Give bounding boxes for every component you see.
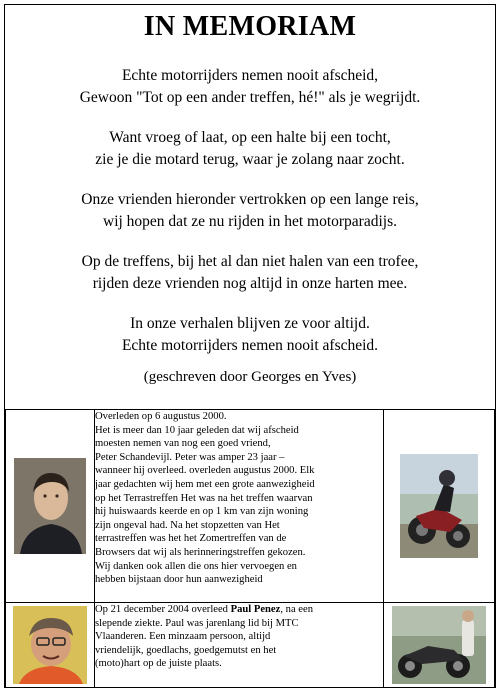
poem-line: Op de treffens, bij het al dan niet halen van een trofee, — [81, 253, 419, 270]
obit-text: , na een — [280, 604, 313, 615]
poem-line: Gewoon "Tot op een ander treffen, hé!" als je wegrijdt. — [79, 89, 421, 106]
poem-author: (geschreven door Georges en Yves) — [143, 369, 357, 385]
poem-line: Echte motorrijders nemen nooit afscheid, — [121, 67, 379, 84]
stanza-5 — [5, 313, 495, 357]
obit-line: wanneer hij overleed. overleden augustus 2000. Elk — [95, 465, 315, 477]
obituary-row — [6, 603, 495, 688]
obit-line: Browsers dat wij als herinneringstreffen gekozen. — [95, 546, 306, 558]
obit-line: hebben bijstaan door hun aanwezigheid — [95, 574, 263, 586]
poem-line: Echte motorrijders nemen nooit afscheid. — [121, 337, 379, 354]
obit-line: (moto)hart op de juiste plaats. — [95, 658, 222, 670]
obituary-table — [5, 409, 495, 688]
obit-line — [95, 603, 383, 617]
deceased-name: Paul Penez — [230, 604, 281, 615]
poem-line: Want vroeg of laat, op een halte bij een tocht, — [109, 129, 391, 146]
photo-cell — [6, 410, 95, 603]
poem-line: In onze verhalen blijven ze voor altijd. — [130, 315, 370, 332]
obit-text: Op 21 december 2004 overleed — [95, 604, 231, 615]
motorcycle-rider-photo — [400, 454, 478, 558]
obituary-text — [95, 410, 384, 603]
obit-line: jaar gedachten wij hem met een grote aanwezigheid — [95, 478, 315, 490]
poem-section — [5, 5, 495, 409]
obit-line: zijn ongeval had. Na het stopzetten van Het — [95, 519, 280, 531]
poem-line: Onze vrienden hieronder vertrokken op een lange reis, — [81, 191, 419, 208]
obit-line: op het Terrastreffen Het was na het treffen waarvan — [95, 492, 313, 504]
obit-line: Het is meer dan 10 jaar geleden dat wij afscheid — [95, 424, 299, 436]
memorial-card — [4, 4, 496, 688]
photo-cell — [384, 410, 495, 603]
photo-cell — [6, 603, 95, 688]
obit-line: moesten nemen van nog een goed vriend, — [95, 438, 271, 450]
obit-line: vriendelijk, goedlachs, goedgemutst en het — [95, 644, 277, 656]
stanza-1 — [5, 65, 495, 109]
stanza-2 — [5, 127, 495, 171]
stanza-3 — [5, 189, 495, 233]
stanza-4 — [5, 251, 495, 295]
portrait-image — [13, 606, 87, 684]
obit-line: Peter Schandevijl. Peter was amper 23 jaar – — [95, 451, 285, 463]
motorcycle-rider-image — [400, 454, 478, 558]
photo-cell — [384, 603, 495, 688]
obit-line: Wij danken ook allen die ons hier vervoegen en — [95, 560, 297, 572]
obituary-row — [6, 410, 495, 603]
poem-line: rijden deze vrienden nog altijd in onze harten mee. — [92, 275, 408, 292]
portrait-photo — [14, 458, 86, 554]
poem-line: wij hopen dat ze nu rijden in het motorparadijs. — [103, 213, 397, 230]
obit-line: terrastreffen was het het Zomertreffen van de — [95, 533, 287, 545]
motorcycle-photo — [392, 606, 486, 684]
obituary-text — [95, 603, 384, 688]
obit-line: Overleden op 6 augustus 2000. — [95, 411, 227, 422]
poem-line: zie je die motard terug, waar je zolang naar zocht. — [95, 151, 405, 168]
portrait-image — [14, 458, 86, 554]
portrait-photo — [13, 606, 87, 684]
motorcycle-image — [392, 606, 486, 684]
obit-line: hij huiswaards keerde en op 1 km van zijn woning — [95, 506, 309, 518]
obit-line: slepende ziekte. Paul was jarenlang lid bij MTC — [95, 617, 299, 629]
obit-line: Vlaanderen. Een minzaam persoon, altijd — [95, 631, 271, 643]
page-title: IN MEMORIAM — [143, 11, 357, 42]
